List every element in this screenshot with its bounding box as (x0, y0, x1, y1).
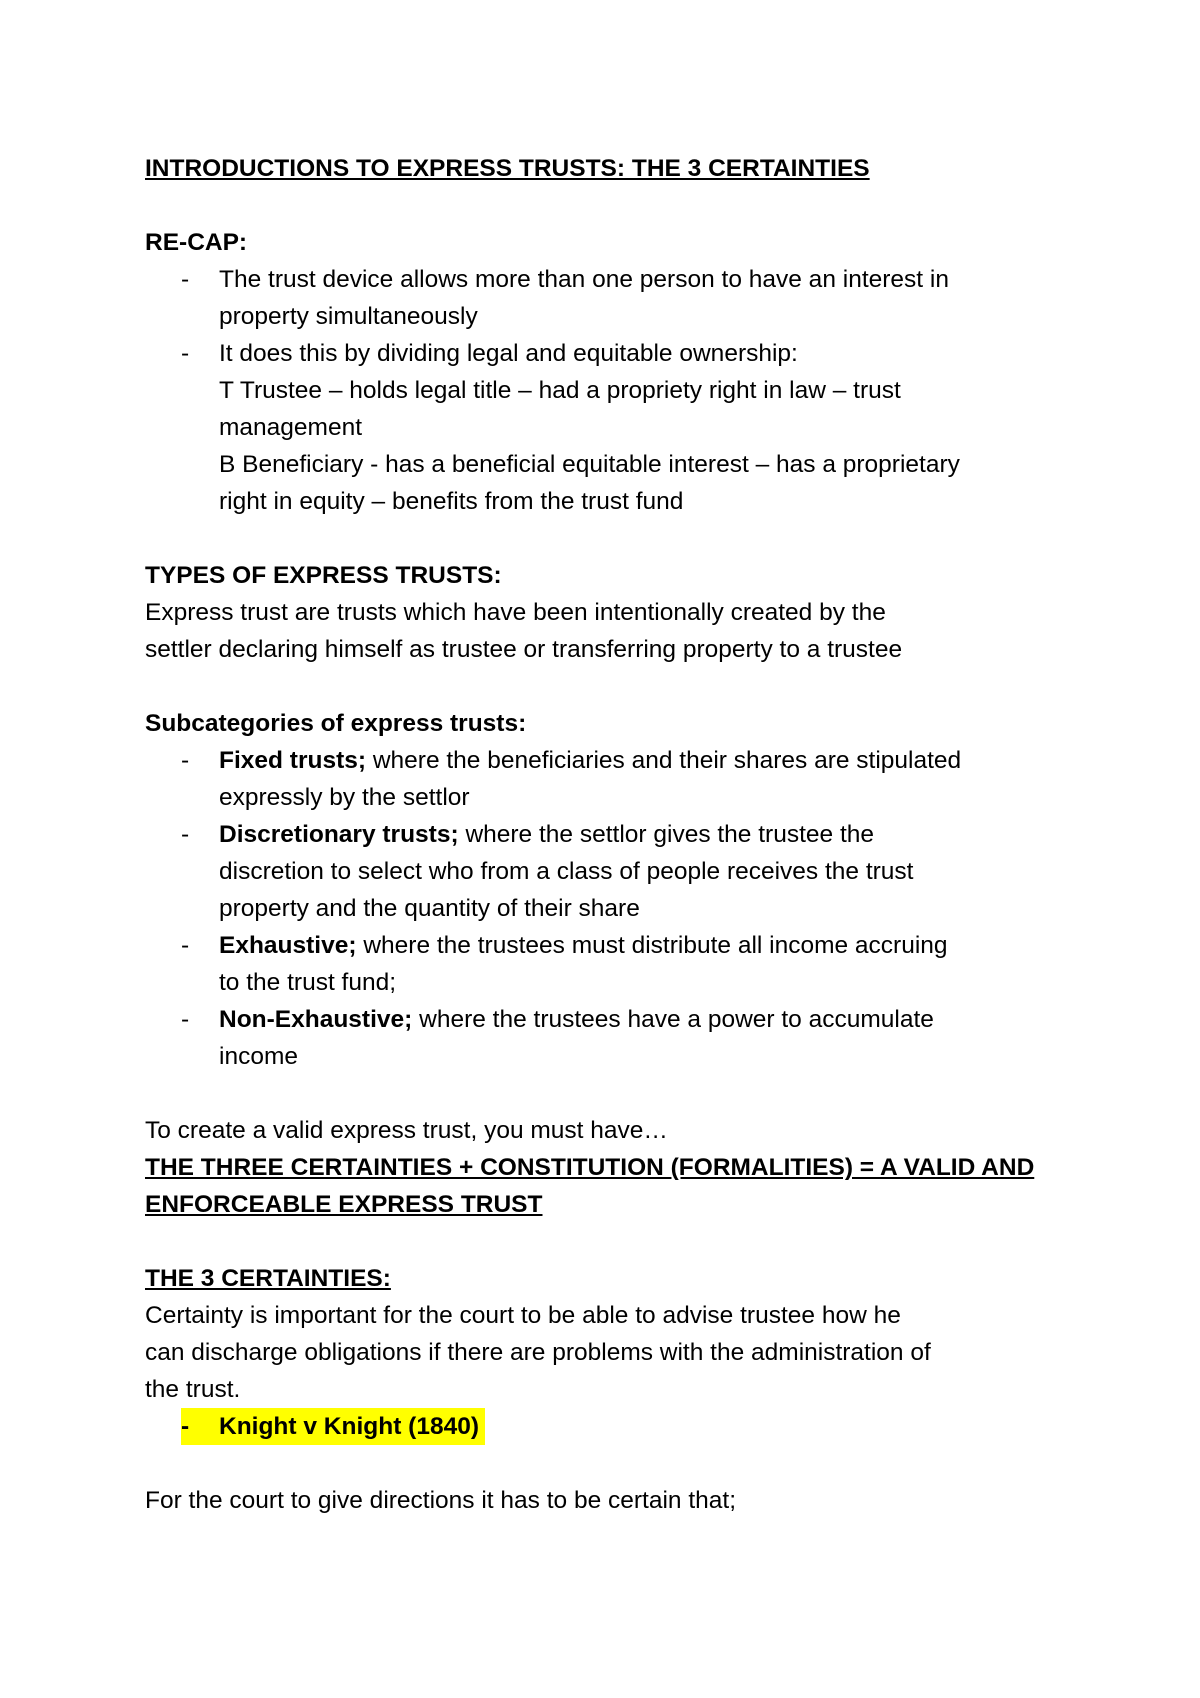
bullet-dash: - (181, 266, 190, 293)
subcategory-term: Fixed trusts; (219, 747, 367, 774)
subcategory-term: Exhaustive; (219, 932, 357, 959)
case-citation: Knight v Knight (1840) (219, 1413, 479, 1440)
directions-line: For the court to give directions it has to be certain that; (145, 1487, 737, 1514)
subcategory-item-non-exhaustive (145, 1001, 1075, 1075)
subcategory-item-fixed (145, 742, 1075, 816)
subcategory-text: property and the quantity of their share (219, 895, 640, 922)
certainties-paragraph-line-3: the trust. (145, 1376, 241, 1403)
recap-bullet-2-line-5: right in equity – benefits from the trust fund (219, 488, 684, 515)
bullet-dash: - (181, 747, 190, 774)
subcategory-text: where the trustees have a power to accumulate (412, 1006, 934, 1033)
bullet-dash: - (181, 340, 190, 367)
types-paragraph-line-1: Express trust are trusts which have been intentionally created by the (145, 599, 886, 626)
case-citation-row (145, 1408, 1075, 1445)
certainties-paragraph-line-2: can discharge obligations if there are problems with the administration of (145, 1339, 931, 1366)
recap-bullet-1-line-1: The trust device allows more than one person to have an interest in (219, 266, 949, 293)
subcategory-text: where the settlor gives the trustee the (458, 821, 875, 848)
recap-bullet-1 (145, 261, 1075, 335)
bullet-dash: - (181, 1006, 190, 1033)
valid-trust-formula-line-1: THE THREE CERTAINTIES + CONSTITUTION (FORMALITIES) = A VALID AND (145, 1154, 1035, 1181)
recap-heading: RE-CAP: (145, 229, 248, 256)
types-paragraph-line-2: settler declaring himself as trustee or transferring property to a trustee (145, 636, 903, 663)
subcategory-text: where the beneficiaries and their shares are stipulated (366, 747, 962, 774)
subcategory-text: income (219, 1043, 298, 1070)
subcategory-text: where the trustees must distribute all income accruing (356, 932, 948, 959)
recap-bullet-2-line-1: It does this by dividing legal and equitable ownership: (219, 340, 798, 367)
document-body (145, 150, 1075, 1519)
certainties-heading: THE 3 CERTAINTIES: (145, 1265, 391, 1292)
subcategory-text: discretion to select who from a class of people receives the trust (219, 858, 914, 885)
bullet-dash: - (181, 821, 190, 848)
subcategory-item-discretionary (145, 816, 1075, 927)
recap-bullet-2-line-2: T Trustee – holds legal title – had a propriety right in law – trust (219, 377, 901, 404)
certainties-paragraph-line-1: Certainty is important for the court to be able to advise trustee how he (145, 1302, 901, 1329)
types-heading: TYPES OF EXPRESS TRUSTS: (145, 562, 502, 589)
subcategory-item-exhaustive (145, 927, 1075, 1001)
subcategory-term: Non-Exhaustive; (219, 1006, 413, 1033)
subcategories-heading: Subcategories of express trusts: (145, 710, 527, 737)
recap-bullet-2-line-4: B Beneficiary - has a beneficial equitable interest – has a proprietary (219, 451, 960, 478)
bullet-dash: - (181, 1413, 190, 1440)
recap-bullet-1-line-2: property simultaneously (219, 303, 478, 330)
bullet-dash: - (181, 932, 190, 959)
recap-bullet-2-line-3: management (219, 414, 363, 441)
subcategory-text: expressly by the settlor (219, 784, 470, 811)
valid-trust-formula-line-2: ENFORCEABLE EXPRESS TRUST (145, 1191, 543, 1218)
page-title: INTRODUCTIONS TO EXPRESS TRUSTS: THE 3 CERTAINTIES (145, 155, 870, 182)
recap-bullet-2 (145, 335, 1075, 520)
subcategory-text: to the trust fund; (219, 969, 397, 996)
case-citation-highlight (181, 1408, 485, 1445)
valid-trust-intro: To create a valid express trust, you must have… (145, 1117, 668, 1144)
subcategory-term: Discretionary trusts; (219, 821, 459, 848)
